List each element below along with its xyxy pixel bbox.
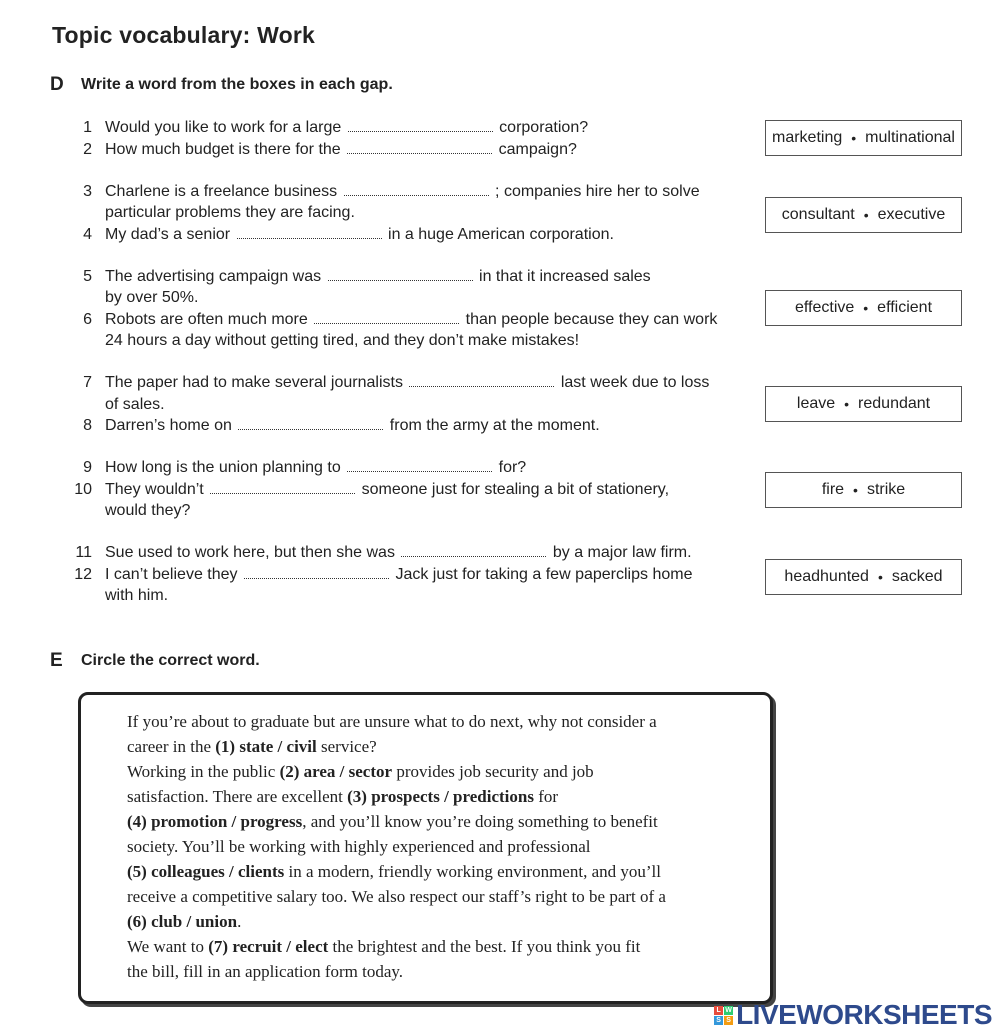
passage-text: .	[237, 912, 242, 931]
bullet-icon: •	[844, 396, 850, 412]
answer-gap[interactable]	[210, 481, 355, 494]
word-option: sacked	[891, 568, 943, 585]
question-line	[105, 481, 669, 499]
logo-text: LIVEWORKSHEETS	[736, 999, 992, 1030]
bullet-icon: •	[863, 300, 869, 316]
answer-gap[interactable]	[348, 119, 493, 132]
question-number: 3	[83, 183, 92, 200]
question-continuation: would they?	[105, 502, 191, 519]
logo-grid-cell: S	[714, 1016, 723, 1025]
choice-number-1: (1)	[215, 737, 236, 756]
question-continuation: 24 hours a day without getting tired, and they don’t make mistakes!	[105, 332, 580, 349]
passage-line-9	[127, 909, 767, 934]
choice-number-4: (4)	[127, 812, 147, 831]
choice-4[interactable]: promotion / progress	[151, 812, 303, 831]
passage-text: If you’re about to graduate but are unsure what to do next, why not consider a	[127, 712, 657, 731]
answer-gap[interactable]	[314, 311, 459, 324]
question-text: Darren’s home on	[105, 417, 232, 434]
answer-gap[interactable]	[344, 183, 489, 196]
question-continuation: with him.	[105, 587, 169, 604]
question-text: from the army at the moment.	[389, 417, 600, 434]
question-text: Charlene is a freelance business	[105, 183, 338, 200]
passage	[127, 709, 767, 984]
answer-input[interactable]	[314, 312, 459, 326]
question-line	[105, 183, 700, 201]
word-option: consultant	[781, 206, 855, 223]
passage-text: the brightest and the best. If you think you fit	[332, 937, 641, 956]
passage-text: in a modern, friendly working environment, and you’ll	[288, 862, 661, 881]
question-line	[105, 459, 526, 477]
word-box	[765, 290, 962, 326]
passage-text: , and you’ll know you’re doing something to benefit	[302, 812, 658, 831]
question-text: How much budget is there for the	[105, 141, 341, 158]
answer-gap[interactable]	[237, 226, 382, 239]
answer-gap[interactable]	[238, 417, 383, 430]
passage-text: We want to	[127, 937, 204, 956]
answer-input[interactable]	[238, 418, 383, 432]
answer-gap[interactable]	[347, 459, 492, 472]
answer-input[interactable]	[237, 227, 382, 241]
passage-line-11	[127, 959, 767, 984]
choice-number-5: (5)	[127, 862, 147, 881]
passage-line-6	[127, 834, 767, 859]
choice-3[interactable]: prospects / predictions	[371, 787, 534, 806]
logo-grid-icon	[714, 1006, 733, 1025]
question-text: ; companies hire her to solve	[495, 183, 700, 200]
question-line	[105, 119, 588, 137]
question-text: Sue used to work here, but then she was	[105, 544, 395, 561]
question-text: I can’t believe they	[105, 566, 238, 583]
question-number: 6	[83, 311, 92, 328]
word-box	[765, 559, 962, 595]
question-number: 5	[83, 268, 92, 285]
section-d-instruction: Write a word from the boxes in each gap.	[81, 76, 393, 93]
choice-number-3: (3)	[347, 787, 367, 806]
passage-line-5	[127, 809, 767, 834]
question-text: last week due to loss	[560, 374, 710, 391]
question-text: in that it increased sales	[479, 268, 651, 285]
choice-7[interactable]: recruit / elect	[232, 937, 329, 956]
question-line	[105, 311, 717, 329]
question-number: 1	[83, 119, 92, 136]
passage-text: for	[538, 787, 559, 806]
answer-gap[interactable]	[401, 544, 546, 557]
word-option: leave	[796, 395, 836, 412]
question-line	[105, 417, 600, 435]
logo-grid-cell: S	[724, 1016, 733, 1025]
question-text: The paper had to make several journalists	[105, 374, 403, 391]
question-line	[105, 141, 577, 159]
question-text: Would you like to work for a large	[105, 119, 342, 136]
passage-text: society. You’ll be working with highly experienced and professional	[127, 837, 591, 856]
answer-input[interactable]	[401, 545, 546, 559]
question-continuation: particular problems they are facing.	[105, 204, 355, 221]
question-continuation: of sales.	[105, 396, 165, 413]
choice-1[interactable]: state / civil	[239, 737, 317, 756]
word-box	[765, 386, 962, 422]
passage-text: the bill, fill in an application form today.	[127, 962, 404, 981]
question-number: 9	[83, 459, 92, 476]
question-text: Jack just for taking a few paperclips home	[395, 566, 693, 583]
question-number: 11	[75, 544, 92, 561]
word-box	[765, 120, 962, 156]
logo-grid-cell: L	[714, 1006, 723, 1015]
word-option: headhunted	[784, 568, 869, 585]
word-option: redundant	[858, 395, 931, 412]
bullet-icon: •	[851, 130, 857, 146]
answer-input[interactable]	[409, 375, 554, 389]
answer-input[interactable]	[244, 567, 389, 581]
question-text: corporation?	[499, 119, 589, 136]
question-number: 4	[83, 226, 92, 243]
answer-gap[interactable]	[244, 566, 389, 579]
question-text: than people because they can work	[465, 311, 718, 328]
answer-gap[interactable]	[409, 374, 554, 387]
answer-gap[interactable]	[328, 268, 473, 281]
word-option: executive	[877, 206, 946, 223]
question-number: 10	[74, 481, 92, 498]
question-text: The advertising campaign was	[105, 268, 322, 285]
word-option: fire	[821, 481, 845, 498]
question-text: They wouldn’t	[105, 481, 204, 498]
question-line	[105, 374, 709, 392]
question-text: Robots are often much more	[105, 311, 308, 328]
choice-number-7: (7)	[208, 937, 229, 956]
passage-line-4	[127, 784, 767, 809]
word-box	[765, 197, 962, 233]
answer-input[interactable]	[347, 142, 492, 156]
question-number: 7	[83, 374, 92, 391]
word-option: efficient	[877, 299, 933, 316]
bullet-icon: •	[877, 569, 883, 585]
bullet-icon: •	[853, 482, 858, 498]
question-line	[105, 226, 614, 244]
passage-text: satisfaction. There are excellent	[127, 787, 343, 806]
page-title: Topic vocabulary: Work	[52, 22, 315, 48]
question-text: for?	[498, 459, 527, 476]
question-text: someone just for stealing a bit of stationery,	[361, 481, 670, 498]
passage-line-1	[127, 709, 767, 734]
question-text: in a huge American corporation.	[388, 226, 614, 243]
passage-text: service?	[321, 737, 377, 756]
section-e-instruction: Circle the correct word.	[81, 652, 260, 669]
word-box	[765, 472, 962, 508]
question-line	[105, 544, 692, 562]
question-number: 2	[83, 141, 92, 158]
section-e-letter: E	[50, 650, 63, 671]
answer-input[interactable]	[210, 482, 355, 496]
question-line	[105, 566, 692, 584]
choice-6[interactable]: club / union	[151, 912, 238, 931]
question-text: My dad’s a senior	[105, 226, 231, 243]
passage-text: career in the	[127, 737, 211, 756]
word-option: multinational	[865, 129, 955, 146]
passage-text: provides job security and job	[396, 762, 594, 781]
question-number: 12	[74, 566, 92, 583]
question-continuation: by over 50%.	[105, 289, 199, 306]
passage-line-7	[127, 859, 767, 884]
choice-number-6: (6)	[127, 912, 147, 931]
liveworksheets-logo[interactable]	[714, 999, 992, 1031]
logo-grid-cell: W	[725, 1006, 732, 1014]
question-text: by a major law firm.	[552, 544, 692, 561]
answer-input[interactable]	[347, 460, 492, 474]
question-number: 8	[83, 417, 92, 434]
passage-text: receive a competitive salary too. We also respect our staff’s right to be part of a	[127, 887, 666, 906]
passage-line-3	[127, 759, 767, 784]
passage-text: Working in the public	[127, 762, 276, 781]
word-option: strike	[866, 481, 906, 498]
choice-2[interactable]: area / sector	[303, 762, 393, 781]
choice-number-2: (2)	[279, 762, 300, 781]
question-text: How long is the union planning to	[105, 459, 341, 476]
answer-gap[interactable]	[347, 141, 492, 154]
bullet-icon: •	[863, 207, 869, 223]
word-option: marketing	[772, 129, 843, 146]
passage-line-2	[127, 734, 767, 759]
answer-input[interactable]	[344, 184, 489, 198]
question-line	[105, 268, 651, 286]
passage-line-10	[127, 934, 767, 959]
passage-line-8	[127, 884, 767, 909]
section-d-letter: D	[50, 74, 64, 95]
choice-5[interactable]: colleagues / clients	[151, 862, 285, 881]
answer-input[interactable]	[348, 120, 493, 134]
answer-input[interactable]	[328, 269, 473, 283]
question-text: campaign?	[498, 141, 577, 158]
word-option: effective	[794, 299, 855, 316]
